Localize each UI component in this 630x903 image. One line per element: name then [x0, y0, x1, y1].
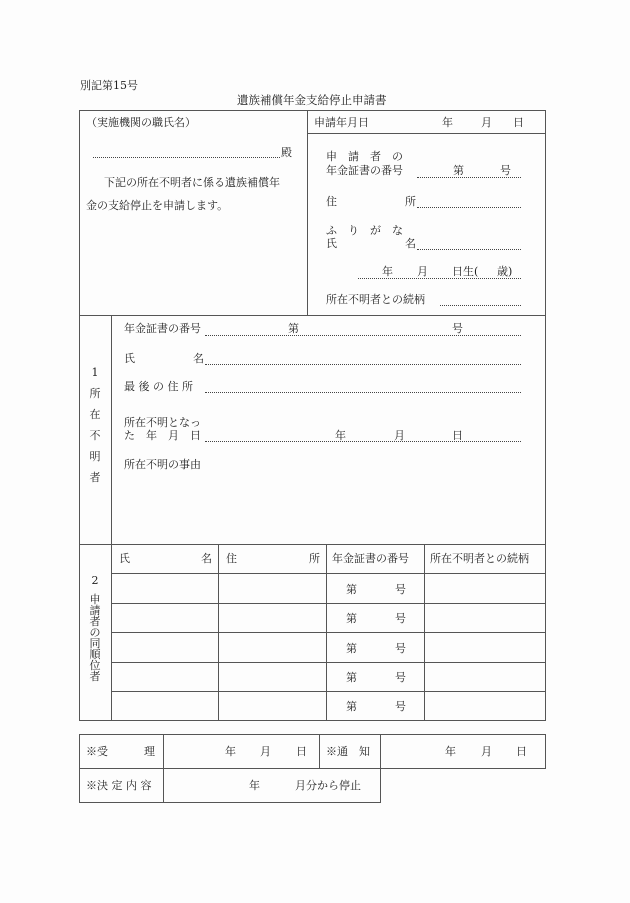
agency-label: （実施機関の職氏名）	[86, 116, 196, 129]
section2-label-char: 者	[89, 615, 101, 628]
row-go: 号	[395, 671, 406, 684]
col-header-relationship: 所在不明者との続柄	[430, 552, 529, 565]
row-go: 号	[395, 700, 406, 713]
table-row	[111, 604, 546, 632]
decision-stop-text: 月分から停止	[295, 779, 361, 792]
form-number: 別記第15号	[80, 79, 138, 92]
row-dai: 第	[346, 700, 357, 713]
row-dai: 第	[346, 671, 357, 684]
applicant-dai: 第	[453, 164, 464, 177]
applicant-pension-label-line1: 申 請 者 の	[326, 150, 403, 163]
section1-label-char: 所	[89, 387, 101, 400]
applicant-relationship-label: 所在不明者との続柄	[326, 293, 425, 306]
row-address-cell[interactable]	[219, 604, 326, 632]
table-row	[111, 692, 546, 720]
applicant-birth-day: 日生(	[452, 265, 479, 278]
applicant-address-label-a: 住	[326, 195, 337, 208]
row-name-cell[interactable]	[111, 663, 218, 691]
applicant-pension-label-line2: 年金証書の番号	[326, 164, 403, 177]
receipt-label-b: 理	[144, 745, 155, 758]
applicant-name-label-b: 名	[405, 237, 416, 250]
row-dai: 第	[346, 642, 357, 655]
section2-top-line	[79, 544, 546, 545]
table-row	[111, 633, 546, 662]
section1-top-line	[79, 315, 546, 316]
application-date-label: 申請年月日	[314, 116, 369, 129]
row-address-cell[interactable]	[219, 633, 326, 662]
section2-label-char: 請	[89, 604, 101, 617]
row-address-cell[interactable]	[219, 663, 326, 691]
receipt-month: 月	[260, 745, 271, 758]
section1-label-char: 在	[89, 408, 101, 421]
row-name-cell[interactable]	[111, 633, 218, 662]
decision-year: 年	[249, 779, 260, 792]
notice-year: 年	[445, 745, 456, 758]
section1-label-char: 者	[89, 471, 101, 484]
applicant-address-field[interactable]	[417, 207, 521, 208]
missing-last-address-label: 最 後 の 住 所	[124, 380, 193, 393]
header-divider	[307, 110, 308, 315]
section2-label-char: 者	[89, 670, 101, 683]
missing-year: 年	[335, 429, 346, 442]
applicant-birth-month: 月	[417, 265, 428, 278]
section2-label-char: 順	[89, 648, 101, 661]
missing-name-field[interactable]	[205, 364, 521, 365]
notice-label-divider	[319, 734, 320, 768]
section2-label-char: 位	[89, 659, 101, 672]
row-address-cell[interactable]	[219, 574, 326, 603]
section1-number: 1	[91, 366, 99, 379]
section2-label	[88, 575, 102, 682]
row-relationship-cell[interactable]	[425, 663, 546, 691]
applicant-address-label-b: 所	[405, 195, 416, 208]
honorific: 殿	[281, 146, 292, 159]
row-relationship-cell[interactable]	[425, 604, 546, 632]
row-go: 号	[395, 612, 406, 625]
notice-label: ※通 知	[326, 745, 370, 758]
receipt-day: 日	[296, 745, 307, 758]
applicant-name-field[interactable]	[417, 249, 521, 250]
applicant-age: 歳)	[497, 265, 513, 278]
applicant-birth-year: 年	[382, 265, 393, 278]
missing-date-label-line2: た 年 月 日	[124, 429, 201, 442]
section2-label-char: 申	[89, 593, 101, 606]
missing-pension-label: 年金証書の番号	[124, 322, 201, 335]
table-row	[111, 663, 546, 691]
notice-value-divider	[380, 734, 381, 768]
col-header-address-b: 所	[309, 552, 320, 565]
missing-day: 日	[452, 429, 463, 442]
application-day: 日	[513, 116, 524, 129]
missing-go: 号	[452, 322, 463, 335]
missing-reason-field[interactable]	[124, 475, 534, 537]
office-label-divider	[163, 734, 164, 803]
row-go: 号	[395, 642, 406, 655]
applicant-name-label-a: 氏	[326, 237, 337, 250]
row-go: 号	[395, 583, 406, 596]
missing-last-address-field[interactable]	[205, 392, 521, 393]
row-name-cell[interactable]	[111, 604, 218, 632]
section2-label-char: 同	[89, 637, 101, 650]
missing-dai: 第	[288, 322, 299, 335]
row-address-cell[interactable]	[219, 692, 326, 720]
receipt-year: 年	[225, 745, 236, 758]
section2-number: 2	[91, 574, 99, 587]
notice-month: 月	[481, 745, 492, 758]
table-row	[111, 574, 546, 603]
row-relationship-cell[interactable]	[425, 692, 546, 720]
missing-name-label-b: 名	[193, 352, 204, 365]
applicant-go: 号	[500, 164, 511, 177]
col-header-address-a: 住	[226, 552, 237, 565]
missing-date-field[interactable]	[205, 441, 521, 442]
application-year: 年	[442, 116, 453, 129]
applicant-birthdate-field[interactable]	[358, 278, 521, 279]
form-title: 遺族補償年金支給停止申請書	[237, 93, 387, 107]
notice-day: 日	[516, 745, 527, 758]
section2-label-char: の	[89, 626, 101, 639]
row-dai: 第	[346, 612, 357, 625]
agency-name-field[interactable]	[93, 157, 280, 158]
missing-reason-label: 所在不明の事由	[124, 458, 201, 471]
row-name-cell[interactable]	[111, 574, 218, 603]
receipt-label-a: ※受	[86, 745, 108, 758]
section1-label-char: 明	[89, 450, 101, 463]
decision-label: ※決 定 内 容	[86, 779, 152, 792]
section1-label-char: 不	[89, 429, 101, 442]
row-dai: 第	[346, 583, 357, 596]
col-header-name-b: 名	[201, 552, 212, 565]
missing-month: 月	[394, 429, 405, 442]
applicant-relationship-field[interactable]	[440, 305, 521, 306]
request-text-line2: 金の支給停止を申請します。	[86, 199, 229, 212]
applicant-pension-number-field[interactable]	[417, 177, 521, 178]
missing-date-label-line1: 所在不明となっ	[124, 416, 201, 429]
missing-name-label-a: 氏	[124, 352, 135, 365]
row-name-cell[interactable]	[111, 692, 218, 720]
section1-label	[88, 367, 102, 483]
missing-pension-number-field[interactable]	[205, 335, 521, 336]
applicant-furigana-label: ふ り が な	[326, 224, 403, 237]
col-header-pension-no: 年金証書の番号	[332, 552, 409, 565]
col-header-name-a: 氏	[119, 552, 130, 565]
row-relationship-cell[interactable]	[425, 574, 546, 603]
application-month: 月	[481, 116, 492, 129]
header-date-row-line	[307, 133, 546, 134]
row-relationship-cell[interactable]	[425, 633, 546, 662]
request-text-line1: 下記の所在不明者に係る遺族補償年	[104, 176, 280, 189]
